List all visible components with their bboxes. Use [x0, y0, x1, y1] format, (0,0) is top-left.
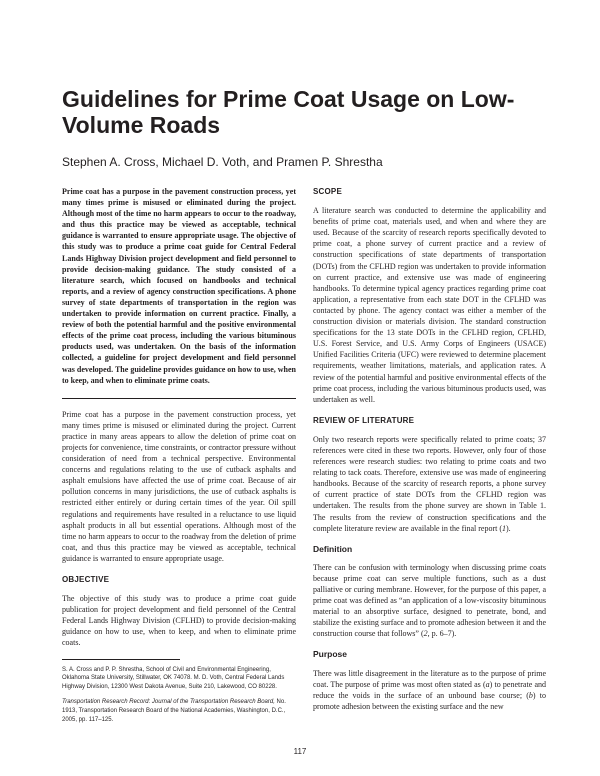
footnote-divider: [62, 659, 180, 660]
article-title: Guidelines for Prime Coat Usage on Low-Volume Roads: [62, 86, 515, 138]
citation-note: [62, 698, 296, 725]
definition-text-b: , p. 6–7).: [427, 629, 457, 639]
purpose-item-b: b: [528, 690, 533, 700]
purpose-item-a: a: [485, 679, 490, 689]
scope-paragraph: A literature search was conducted to determine the applicability and benefits of prime coat, materials used, and when and where they are used. Because of the scarcity of research reports specifically devoted to prime coat, a phone survey of current practice and a review of construction specifications of state departments of transportation (DOTs) from the CFLHD region was undertaken to provide information on current practice, and extensive use was made of engineering handbooks. To determine typical agency practices regarding prime coat application, a representative from each state DOT in the CFLHD was contacted by phone. The agency contact was either a member of the construction division or materials division. The standard construction specifications for the 13 state DOTs in the CFLHD region, CFLHD, U.S. Forest Service, and U.S. Army Corps of Engineers (USACE) Unified Facilities Criteria (UFC) were reviewed to determine placement requirements, weather limitations, materials, and application rates. A review of the potential harmful and positive environmental effects of the prime coat process, including the various bituminous products used, was undertaken as well.: [313, 206, 546, 404]
objective-heading: OBJECTIVE: [62, 575, 110, 584]
author-list: Stephen A. Cross, Michael D. Voth, and Pramen P. Shrestha: [62, 155, 383, 169]
literature-heading: REVIEW OF LITERATURE: [313, 415, 415, 425]
literature-ref: 1: [502, 523, 507, 533]
definition-heading: Definition: [313, 543, 353, 554]
definition-paragraph: [313, 562, 546, 640]
affiliations-note: S. A. Cross and P. P. Shrestha, School of Civil and Environmental Engineering, Oklahoma State University, Stillwater, OK 74078. M. D. Voth, Central Federal Lands Highway Division, 12300 West Dakota Avenue, Suite 210, Lakewood, CO 80228.: [62, 666, 285, 691]
purpose-text-b: ) to penetrate and reduce the voids in the surface of an unbound base course; (: [313, 679, 546, 700]
definition-ref: 2: [423, 629, 428, 639]
abstract-divider: [62, 398, 296, 399]
literature-text-a: Only two research reports were specifically related to prime coats; 37 references were cited in these two reports. However, only four of those references were research studies: two relating to prime coats and two relating to tack coats. Therefore, extensive use was made of engineering handbooks. Because of the scarcity of research reports, a phone survey of current practice of state DOTs from the CFLHD region was undertaken. The results from the phone survey are shown in Table 1. The results from the review of construction specifications and the complete literature review are available in the final report (: [313, 434, 546, 533]
definition-text-a: There can be confusion with terminology when discussing prime coats because prime coat can serve multiple functions, such as a dust palliative or curing membrane. However, for the purpose of this paper, a prime coat was defined as “an application of a low-viscosity bituminous material to an absorptive surface, designed to penetrate, bond, and stabilize the existing surface and to promote adhesion between it and the construction course that follows” (: [313, 562, 546, 639]
purpose-text-c: ) to promote adhesion between the existing surface and the new: [313, 690, 546, 711]
purpose-paragraph: [313, 668, 546, 712]
objective-paragraph: The objective of this study was to produce a prime coat guide publication for project development and field personnel of the Central Federal Lands Highway Division (CFLHD) to provide decision-making guidance on how to use, when to keep, and when to eliminate prime coats.: [62, 594, 296, 648]
citation-journal: Transportation Research Record: Journal of the Transportation Research Board,: [62, 699, 275, 706]
page-number: 117: [293, 747, 307, 756]
abstract: Prime coat has a purpose in the pavement construction process, yet many times prime is misused or eliminated during the project. Although most of the time no harm appears to occur to the roadway, and thus this practice may be viewed as acceptable, technical guidance is warranted to ensure appropriate usage. The objective of this study was to produce a prime coat guide for Central Federal Lands Highway Division project development and field personnel to provide decision-making guidance. The study consisted of a literature search, which focused on handbooks and technical reports, and a review of agency construction specifications. A phone survey of state departments of transportation in the region was undertaken to provide information on current practice. Finally, a review of both the potential harmful and the positive environmental effects of the prime coat process, including the various bituminous products used, was undertaken. On the basis of the information collected, a guideline for project development and field personnel was developed. The guideline provides guidance on how to use, when to keep, and when to eliminate prime coats.: [62, 187, 296, 385]
purpose-heading: Purpose: [313, 649, 348, 660]
scope-heading: SCOPE: [313, 187, 343, 196]
intro-paragraph: Prime coat has a purpose in the pavement construction process, yet many times prime is misused or eliminated during the project. Current practice in many areas appears to allow the deletion of prime coat on projects for convenience, time constraints, or contractor pressure without consideration of need from a technical perspective. Environmental concerns and regulations relating to the use of cutback asphalts and asphalt emulsions have affected the use of prime coat. Because of air pollution concerns in many jurisdictions, the use of cutback asphalts is restricted either entirely or during certain times of the year. Oil spill regulations and requirements have resulted in a reluctance to use liquid asphalt products in all but essential operations. Although most of the time no harm appears to occur to the roadway from the deletion of prime coat, and thus this practice may be viewed as acceptable, technical guidance is warranted to ensure appropriate usage.: [62, 409, 296, 563]
purpose-text-a: There was little disagreement in the literature as to the purpose of prime coat. The purpose of prime was most often stated as (: [313, 668, 546, 689]
citation-details: No. 1913, Transportation Research Board of the National Academies, Washington, D.C., 2005, pp. 117–125.: [62, 699, 286, 724]
literature-text-b: ).: [506, 523, 511, 533]
literature-paragraph: [313, 434, 546, 534]
right-column: [313, 186, 546, 720]
left-column: [62, 186, 296, 725]
